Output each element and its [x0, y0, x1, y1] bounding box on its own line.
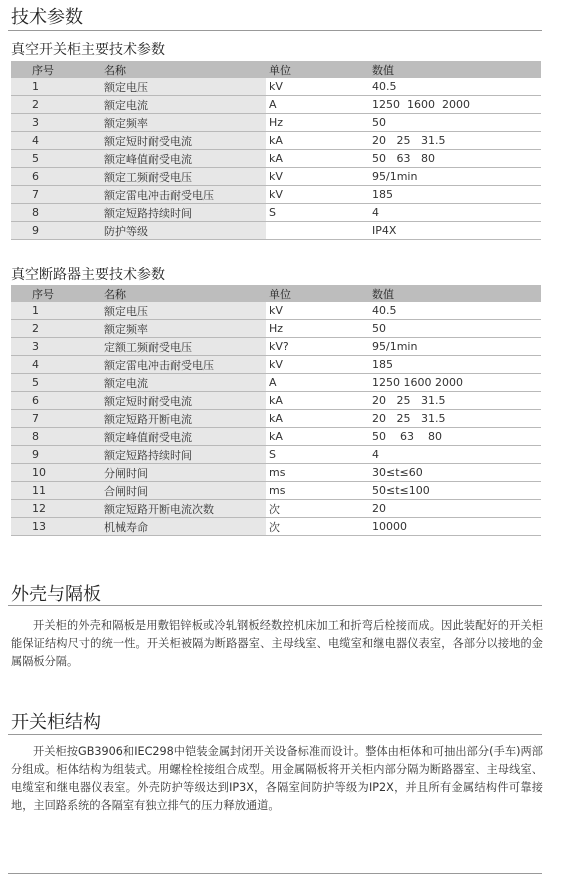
row-number: 2	[11, 320, 104, 338]
column-header: 数值	[369, 285, 541, 302]
param-unit: kA	[266, 428, 369, 446]
param-unit: kV?	[266, 338, 369, 356]
param-value: 4	[369, 446, 541, 464]
table-row	[11, 114, 541, 132]
param-unit: kA	[266, 392, 369, 410]
param-unit: kV	[266, 302, 369, 320]
param-value: 10000	[369, 518, 541, 536]
table-header-row	[11, 285, 541, 302]
param-value: 4	[369, 204, 541, 222]
param-name: 额定短路持续时间	[104, 446, 266, 464]
table-row	[11, 204, 541, 222]
param-unit: S	[266, 204, 369, 222]
param-value: 50	[369, 320, 541, 338]
param-value: 20 25 31.5	[369, 392, 541, 410]
param-unit: 次	[266, 500, 369, 518]
structure-rule	[8, 734, 542, 735]
table-row	[11, 446, 541, 464]
param-unit: Hz	[266, 114, 369, 132]
table-row	[11, 392, 541, 410]
param-value: 185	[369, 356, 541, 374]
param-name: 额定短时耐受电流	[104, 132, 266, 150]
row-number: 7	[11, 186, 104, 204]
enclosure-paragraph: 开关柜的外壳和隔板是用敷铝锌板或冷轧钢板经数控机床加工和折弯后栓接而成。因此装配好的开关柜能保证结构尺寸的统一性。开关柜被隔为断路器室、主母线室、电缆室和继电器仪表室，各部分以接地的金属隔板分隔。	[11, 619, 543, 668]
param-name: 合闸时间	[104, 482, 266, 500]
row-number: 13	[11, 518, 104, 536]
param-name: 机械寿命	[104, 518, 266, 536]
param-value: IP4X	[369, 222, 541, 240]
table-header-row	[11, 61, 541, 78]
param-value: 20 25 31.5	[369, 132, 541, 150]
param-name: 额定工频耐受电压	[104, 168, 266, 186]
column-header: 单位	[266, 285, 369, 302]
param-unit: kA	[266, 150, 369, 168]
param-unit: kV	[266, 186, 369, 204]
param-name: 额定频率	[104, 114, 266, 132]
param-unit: 次	[266, 518, 369, 536]
table-row	[11, 186, 541, 204]
param-name: 额定雷电冲击耐受电压	[104, 186, 266, 204]
param-name: 额定电流	[104, 374, 266, 392]
param-unit: A	[266, 96, 369, 114]
param-value: 95/1min	[369, 338, 541, 356]
row-number: 6	[11, 392, 104, 410]
param-unit: kA	[266, 410, 369, 428]
column-header: 序号	[11, 61, 104, 78]
table-row	[11, 96, 541, 114]
column-header: 单位	[266, 61, 369, 78]
param-value: 50	[369, 114, 541, 132]
row-number: 9	[11, 446, 104, 464]
enclosure-rule	[8, 605, 542, 606]
param-value: 40.5	[369, 78, 541, 96]
param-value: 185	[369, 186, 541, 204]
param-value: 20 25 31.5	[369, 410, 541, 428]
param-name: 定额工频耐受电压	[104, 338, 266, 356]
table-row	[11, 356, 541, 374]
param-name: 额定峰值耐受电流	[104, 150, 266, 168]
column-header: 数值	[369, 61, 541, 78]
row-number: 8	[11, 428, 104, 446]
page-title: 技术参数	[11, 7, 83, 28]
param-unit: kV	[266, 168, 369, 186]
param-unit: S	[266, 446, 369, 464]
param-unit: ms	[266, 482, 369, 500]
param-name: 额定短路开断电流次数	[104, 500, 266, 518]
param-name: 额定雷电冲击耐受电压	[104, 356, 266, 374]
param-name: 额定电流	[104, 96, 266, 114]
param-value: 1250 1600 2000	[369, 374, 541, 392]
row-number: 6	[11, 168, 104, 186]
enclosure-section-title: 外壳与隔板	[11, 584, 101, 605]
structure-paragraph: 开关柜按GB3906和IEC298中铠装金属封闭开关设备标准而设计。整体由柜体和可抽出部分(手车)两部分组成。柜体结构为组装式。用螺栓栓接组合成型。用金属隔板将开关柜内部分隔为断路器室、主母线室、电缆室和继电器仪表室。外壳防护等级达到IP3X，各隔室间防护等级为IP2X，并且所有金属结构件可靠接地，主回路系统的各隔室有独立排气的压力释放通道。	[11, 745, 543, 812]
structure-section-title: 开关柜结构	[11, 712, 101, 733]
param-name: 额定电压	[104, 302, 266, 320]
param-value: 40.5	[369, 302, 541, 320]
row-number: 10	[11, 464, 104, 482]
row-number: 9	[11, 222, 104, 240]
param-name: 防护等级	[104, 222, 266, 240]
table-row	[11, 500, 541, 518]
column-header: 名称	[104, 61, 266, 78]
row-number: 3	[11, 114, 104, 132]
switchgear-spec-table	[11, 61, 541, 240]
row-number: 12	[11, 500, 104, 518]
param-name: 额定峰值耐受电流	[104, 428, 266, 446]
breaker-spec-table	[11, 285, 541, 536]
table-row	[11, 464, 541, 482]
table-row	[11, 338, 541, 356]
column-header: 名称	[104, 285, 266, 302]
param-value: 1250 1600 2000	[369, 96, 541, 114]
column-header: 序号	[11, 285, 104, 302]
table-row	[11, 78, 541, 96]
row-number: 1	[11, 78, 104, 96]
table-row	[11, 410, 541, 428]
param-name: 额定频率	[104, 320, 266, 338]
param-unit: kV	[266, 356, 369, 374]
param-value: 20	[369, 500, 541, 518]
table-row	[11, 150, 541, 168]
footer-rule	[8, 873, 542, 874]
param-unit: kA	[266, 132, 369, 150]
param-unit: ms	[266, 464, 369, 482]
row-number: 11	[11, 482, 104, 500]
table-row	[11, 132, 541, 150]
row-number: 5	[11, 150, 104, 168]
param-value: 50 63 80	[369, 428, 541, 446]
param-value: 95/1min	[369, 168, 541, 186]
param-unit: kV	[266, 78, 369, 96]
table-row	[11, 222, 541, 240]
row-number: 5	[11, 374, 104, 392]
row-number: 2	[11, 96, 104, 114]
param-value: 50≤t≤100	[369, 482, 541, 500]
table-row	[11, 302, 541, 320]
row-number: 1	[11, 302, 104, 320]
row-number: 7	[11, 410, 104, 428]
row-number: 4	[11, 356, 104, 374]
param-value: 30≤t≤60	[369, 464, 541, 482]
param-name: 额定短路持续时间	[104, 204, 266, 222]
param-name: 额定短时耐受电流	[104, 392, 266, 410]
table-row	[11, 168, 541, 186]
param-name: 分闸时间	[104, 464, 266, 482]
param-value: 50 63 80	[369, 150, 541, 168]
table2-title: 真空断路器主要技术参数	[11, 267, 165, 283]
table-row	[11, 428, 541, 446]
title-rule	[8, 30, 542, 31]
param-name: 额定电压	[104, 78, 266, 96]
table-row	[11, 518, 541, 536]
table1-title: 真空开关柜主要技术参数	[11, 42, 165, 58]
param-unit: A	[266, 374, 369, 392]
table-row	[11, 374, 541, 392]
row-number: 3	[11, 338, 104, 356]
row-number: 4	[11, 132, 104, 150]
param-unit: Hz	[266, 320, 369, 338]
param-unit	[266, 222, 369, 240]
table-row	[11, 482, 541, 500]
param-name: 额定短路开断电流	[104, 410, 266, 428]
row-number: 8	[11, 204, 104, 222]
table-row	[11, 320, 541, 338]
